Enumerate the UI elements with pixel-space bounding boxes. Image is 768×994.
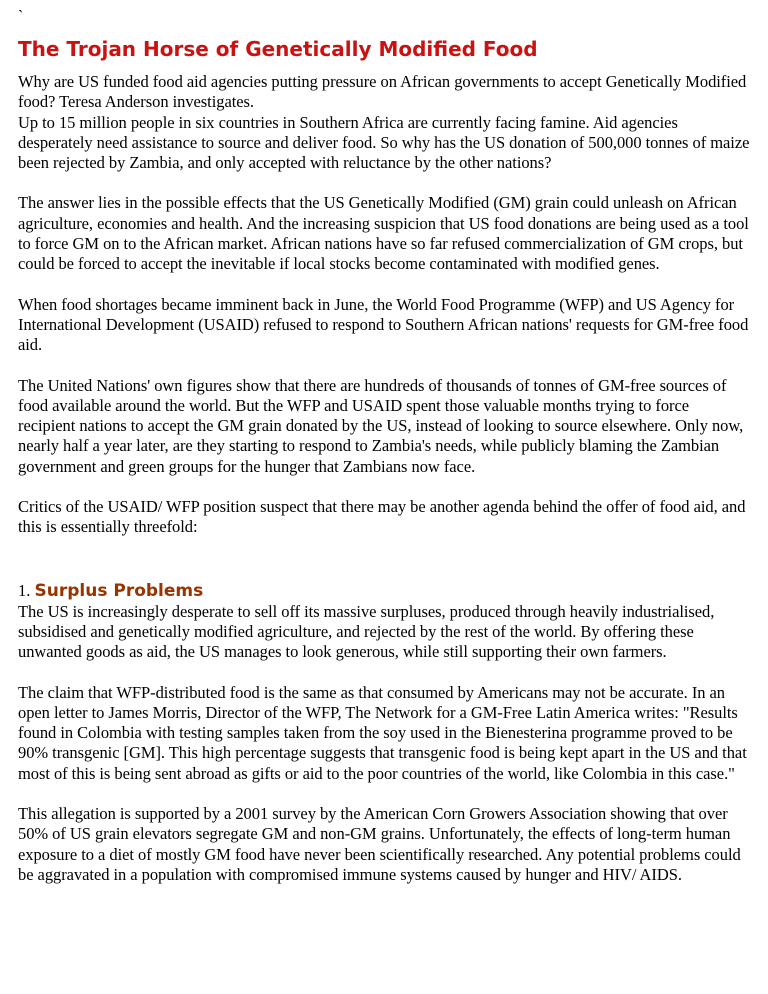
section-number: 1. — [18, 580, 31, 600]
body-paragraph: When food shortages became imminent back in June, the World Food Programme (WFP) and US Agency for International Development (USAID) refused to respond to Southern African nations' requests for GM-free food aid. — [18, 294, 749, 355]
section-paragraph: The US is increasingly desperate to sell off its massive surpluses, produced through heavily industrialised, subsidised and genetically modified agriculture, and rejected by the rest of the world. By offering these unwanted goods as aid, the US manages to look generous, while still supporting their own farmers. — [18, 601, 715, 662]
intro-paragraph: Why are US funded food aid agencies putting pressure on African governments to accept Genetically Modified food? Teresa Anderson investigates. — [18, 72, 747, 112]
section-spacer — [18, 558, 750, 578]
section-paragraph: This allegation is supported by a 2001 survey by the American Corn Growers Association showing that over 50% of US grain elevators segregate GM and non-GM grains. Unfortunately, the effects of long-term human exposure to a diet of mostly GM food have never been scientifically researched. Any potential problems could be aggravated in a population with compromised immune systems caused by hunger and HIV/ AIDS. — [18, 804, 741, 884]
body-paragraph: The United Nations' own figures show that there are hundreds of thousands of tonnes of GM-free sources of food available around the world. But the WFP and USAID spent those valuable months trying to force recipient nations to accept the GM grain donated by the US, instead of looking to source elsewhere. Only now, nearly half a year later, are they starting to respond to Zambia's needs, while publicly blaming the Zambian government and green groups for the hunger that Zambians now face. — [18, 375, 744, 476]
section-paragraph: The claim that WFP-distributed food is the same as that consumed by Americans may not be accurate. In an open letter to James Morris, Director of the WFP, The Network for a GM-Free Latin America writes: "Results found in Colombia with testing samples taken from the soy used in the Bienesterina programme proved to be 90% transgenic [GM]. This high percentage suggests that transgenic food is being kept apart in the US and that most of this is being sent abroad as gifts or aid to the poor countries of the world, like Colombia in this case." — [18, 682, 747, 783]
body-paragraph: The answer lies in the possible effects that the US Genetically Modified (GM) grain could unleash on African agriculture, economies and health. And the increasing suspicion that US food donations are being used as a tool to force GM on to the African market. African nations have so far refused commercialization of GM crops, but could be forced to accept the inevitable if local stocks become contaminated with modified genes. — [18, 193, 749, 274]
document-page — [18, 0, 750, 885]
body-paragraph: Up to 15 million people in six countries in Southern Africa are currently facing famine. Aid agencies desperately need assistance to source and deliver food. So why has the US donation of 500,000 tonnes of maize been rejected by Zambia, and only accepted with reluctance by the other nations? — [18, 112, 750, 173]
section-title: Surplus Problems — [34, 580, 204, 601]
stray-mark: ` — [18, 8, 24, 25]
body-paragraph: Critics of the USAID/ WFP position suspect that there may be another agenda behind the offer of food aid, and this is essentially threefold: — [18, 497, 746, 537]
article-title: The Trojan Horse of Genetically Modified Food — [18, 37, 538, 61]
section-heading — [18, 580, 750, 602]
